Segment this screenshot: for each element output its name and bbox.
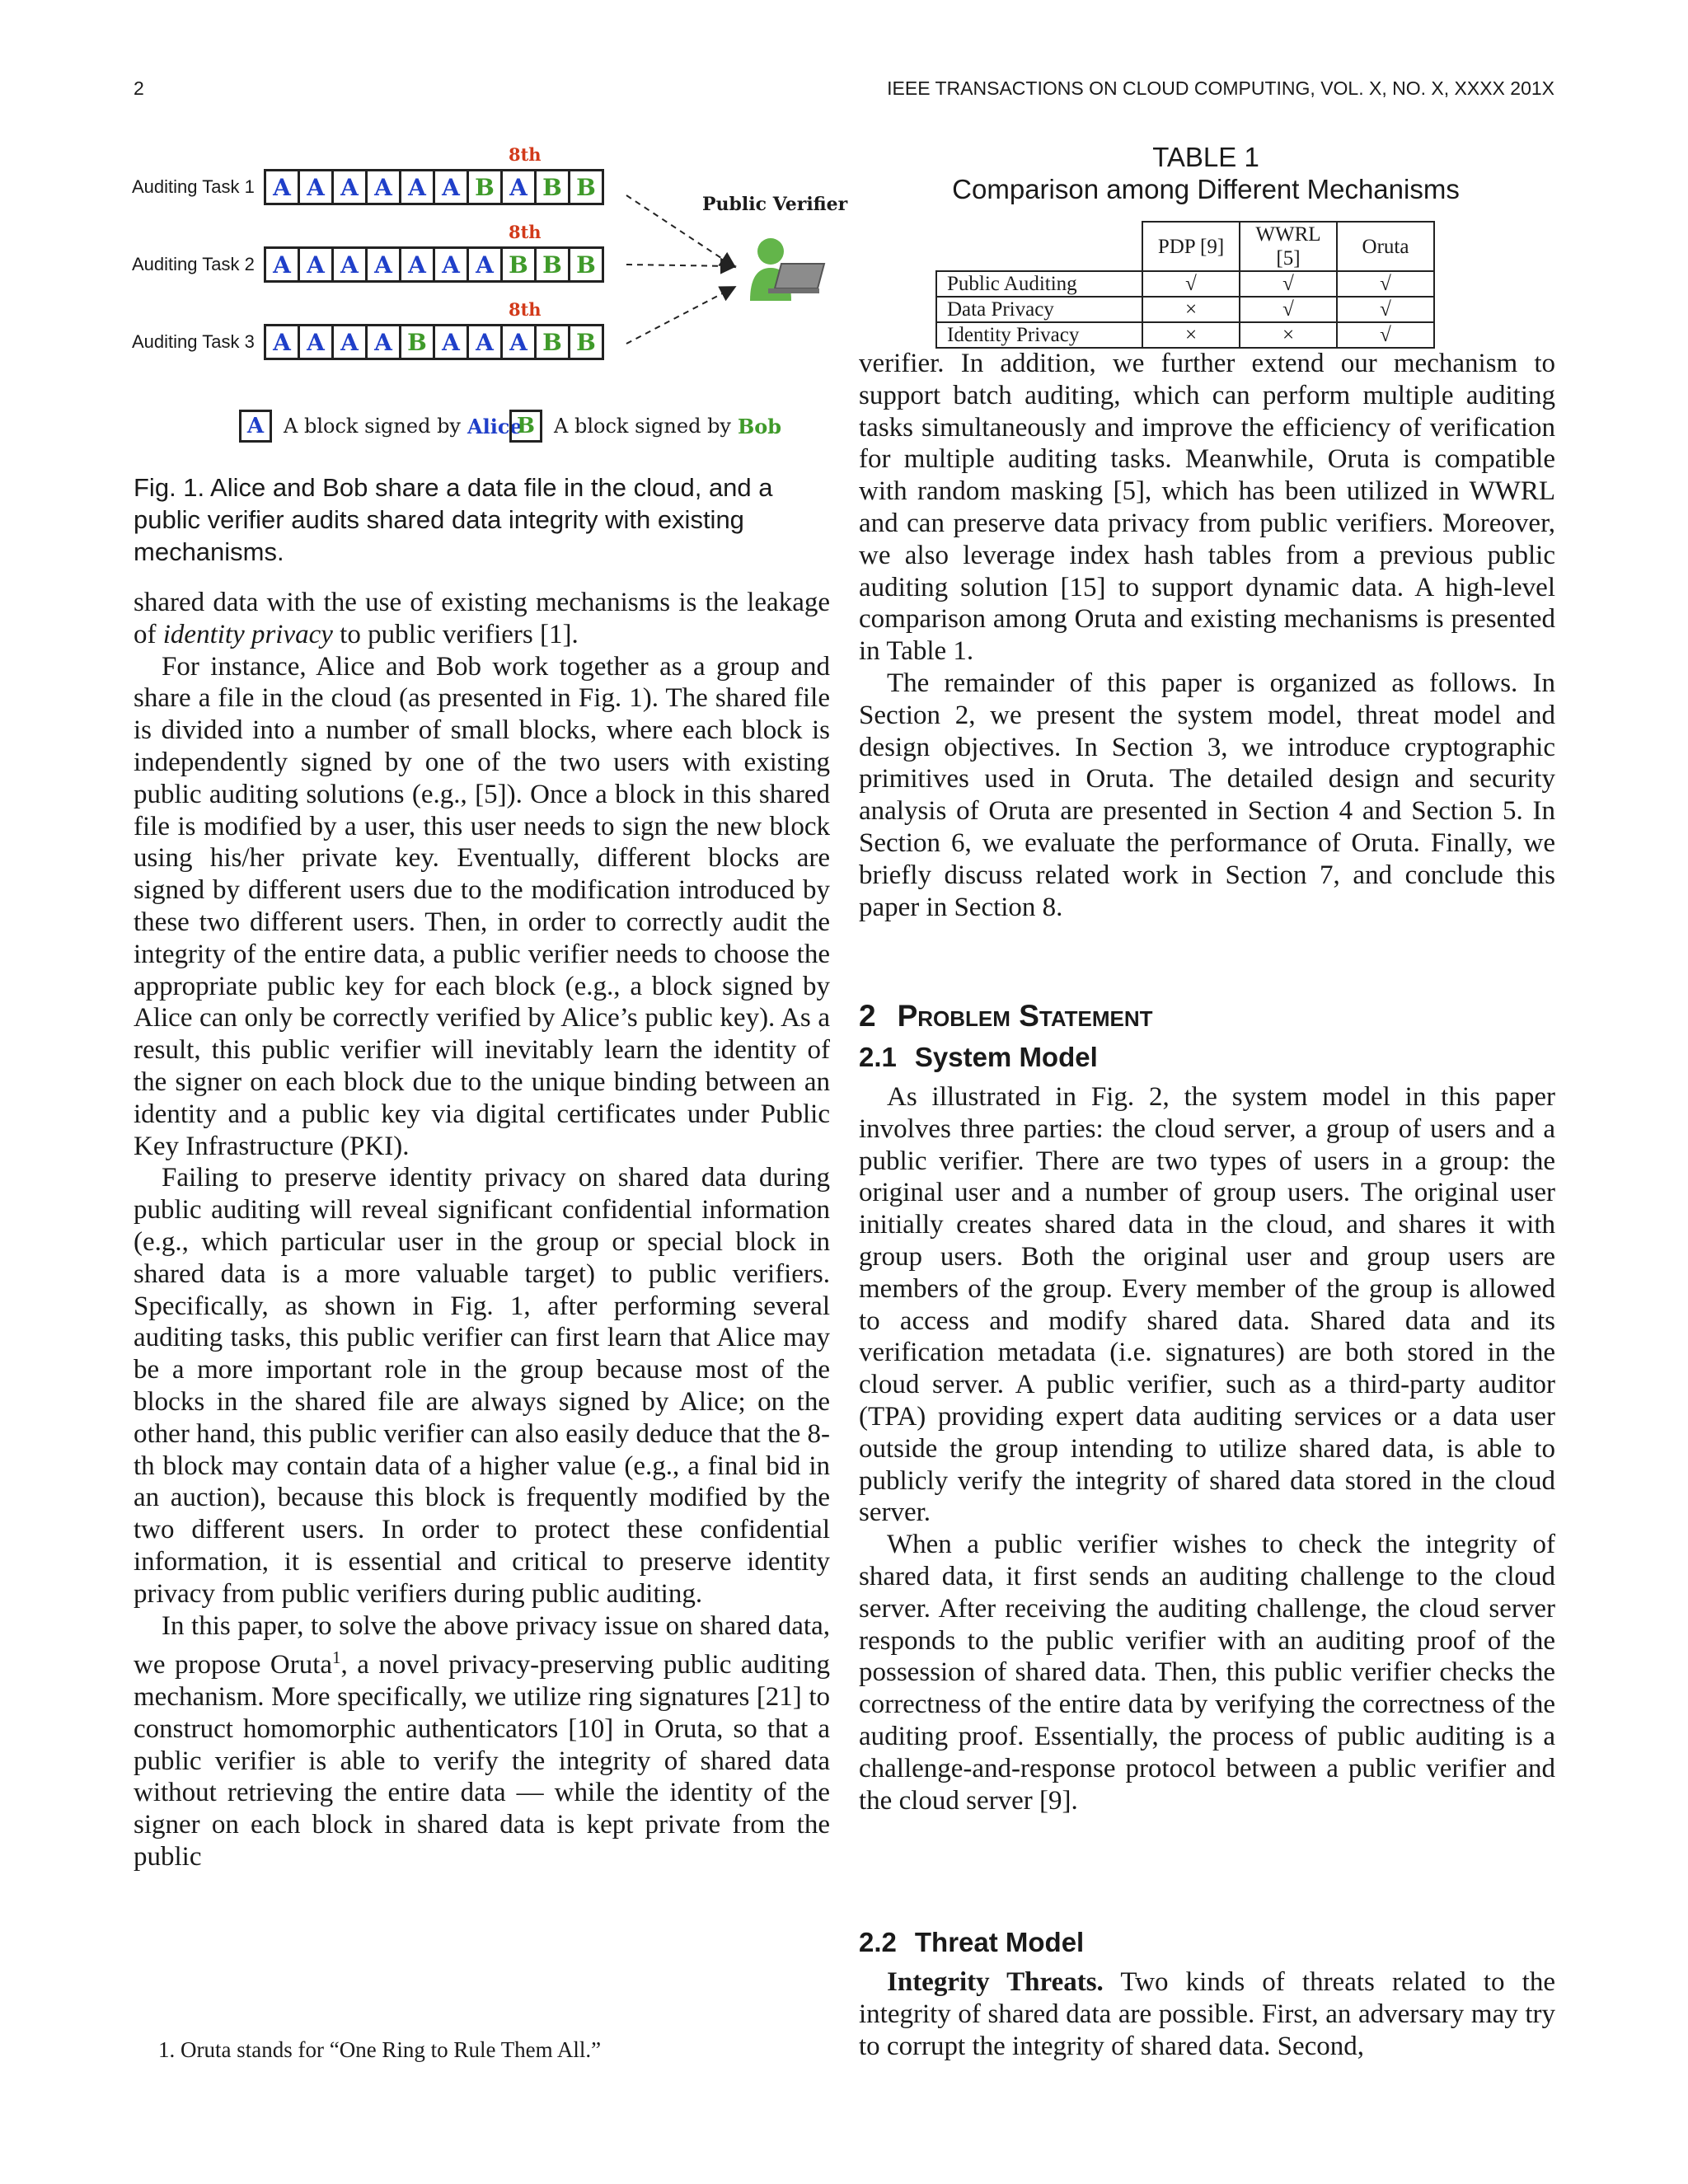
text-run: In this paper, to solve the above privacy issue on shared data, we propose Oruta bbox=[134, 1610, 830, 1680]
block-signed-bob: B bbox=[503, 249, 537, 280]
table-cell: × bbox=[1142, 297, 1240, 322]
subsection-heading bbox=[859, 1927, 1084, 1958]
block-signed-alice: A bbox=[401, 249, 435, 280]
running-header: IEEE TRANSACTIONS ON CLOUD COMPUTING, VOL. X, NO. X, XXXX 201X bbox=[887, 77, 1554, 99]
block-signed-alice: A bbox=[435, 326, 469, 358]
block-signed-alice: A bbox=[300, 171, 334, 203]
table-cell: √ bbox=[1240, 271, 1337, 297]
table-cell: √ bbox=[1337, 322, 1434, 348]
block-signed-alice: A bbox=[368, 249, 401, 280]
text-run: , a novel privacy-preserving public auditing mechanism. More specifically, we utilize ring signatures [21] to construct homomorphic authenticators [10] in Oruta, so that a public verifier is able to verify the integrity of shared data without retrieving the entire data — while the identity of the signer on each block in shared data is kept private from the public bbox=[134, 1650, 830, 1872]
eighth-label-1: 8th bbox=[509, 144, 542, 165]
subsection-number: 2.2 bbox=[859, 1927, 897, 1957]
paragraph: As illustrated in Fig. 2, the system model in this paper involves three parties: the cloud server, a group of users and a public verifier. There are two types of users in a group: the original user and a number of group users. The original user initially creates shared data in the cloud, and shares it with group users. Both the original user and group users are members of the group. Every member of the group is allowed to access and modify shared data. Shared data and its verification metadata (i.e. signatures) are both stored in the cloud server. A public verifier, such as a third-party auditor (TPA) providing expert data auditing services or a data user outside the group intending to utilize shared data, is able to publicly verify the integrity of shared data stored in the cloud server. bbox=[859, 1082, 1555, 1528]
table-corner bbox=[936, 222, 1142, 271]
legend-box-b: B bbox=[509, 410, 542, 443]
column-header: Oruta bbox=[1337, 222, 1434, 271]
italic-term: identity privacy bbox=[162, 619, 333, 649]
table-header-row bbox=[936, 222, 1434, 271]
text-run: shared data with the use of existing mechanisms is the leakage of bbox=[134, 588, 830, 649]
text-run: to public verifiers [1]. bbox=[332, 619, 579, 649]
text-run: Two kinds of threats related to the integrity of shared data are possible. First, an adversary may try to corrupt the integrity of shared data. Second, bbox=[859, 1967, 1555, 2061]
legend-alice bbox=[239, 410, 523, 443]
paragraph bbox=[134, 1610, 830, 1873]
figure-1 bbox=[132, 136, 857, 449]
public-verifier-icon bbox=[750, 238, 824, 301]
table-row bbox=[936, 322, 1434, 348]
block-signed-alice: A bbox=[300, 326, 334, 358]
footnote-marker: 1 bbox=[332, 1647, 341, 1668]
block-signed-bob: B bbox=[401, 326, 435, 358]
legend-name-alice: Alice bbox=[467, 414, 523, 438]
subsection-title: Threat Model bbox=[914, 1927, 1085, 1957]
paragraph: Failing to preserve identity privacy on shared data during public auditing will reveal significant confidential information (e.g., which particular user in the group or special block in shared data is a more valuable target) to public verifiers. Specifically, as shown in Fig. 1, after performing several auditing tasks, this public verifier can first learn that Alice may be a more important role in the group because most of the blocks in the shared file are always signed by Alice; on the other hand, this public verifier can also easily deduce that the 8-th block may contain data of a higher value (e.g., a final bid in an auction), because this block is frequently modified by the two different users. In order to protect these confidential information, it is essential and critical to preserve identity privacy from public verifiers during public auditing. bbox=[134, 1163, 830, 1609]
block-signed-alice: A bbox=[368, 326, 401, 358]
table-cell: √ bbox=[1142, 271, 1240, 297]
public-verifier-label: Public Verifier bbox=[702, 194, 848, 215]
table-cell: × bbox=[1240, 322, 1337, 348]
arrow-task-3 bbox=[626, 288, 734, 344]
block-signed-bob: B bbox=[576, 328, 596, 356]
paragraph: verifier. In addition, we further extend our mechanism to support batch auditing, which can perform multiple auditing tasks simultaneously and improve the efficiency of verification for multiple auditing tasks. Meanwhile, Oruta is compatible with random masking [5], which has been utilized in WWRL and can preserve data privacy from public verifiers. Moreover, we also leverage index hash tables from a previous public auditing solution [15] to support dynamic data. A high-level comparison among Oruta and existing mechanisms is presented in Table 1. bbox=[859, 349, 1555, 667]
column-header: WWRL [5] bbox=[1240, 222, 1337, 271]
block-signed-alice: A bbox=[334, 171, 368, 203]
block-signed-alice: A bbox=[266, 249, 300, 280]
right-column-threat-model bbox=[859, 1966, 1555, 2062]
footnote: 1. Oruta stands for “One Ring to Rule Them All.” bbox=[158, 2037, 602, 2062]
block-signed-alice: A bbox=[503, 326, 537, 358]
table-cell: √ bbox=[1337, 297, 1434, 322]
figure-caption: Fig. 1. Alice and Bob share a data file in the cloud, and a public verifier audits shared data integrity with existing mechanisms. bbox=[134, 473, 773, 566]
block-signed-alice: A bbox=[300, 249, 334, 280]
block-signed-bob: B bbox=[576, 251, 596, 279]
legend-text-b: A block signed by bbox=[554, 415, 731, 438]
table-row bbox=[936, 297, 1434, 322]
block-signed-alice: A bbox=[368, 171, 401, 203]
table-title: TABLE 1 bbox=[1152, 142, 1259, 172]
right-column-system-model bbox=[859, 1081, 1555, 1816]
block-signed-alice: A bbox=[469, 249, 503, 280]
block-signed-alice: A bbox=[266, 171, 300, 203]
section-title: Problem Statement bbox=[897, 999, 1153, 1033]
block-signed-alice: A bbox=[435, 171, 469, 203]
comparison-table bbox=[935, 221, 1435, 349]
block-signed-bob: B bbox=[537, 326, 570, 358]
legend-bob bbox=[509, 410, 781, 443]
block-signed-alice: A bbox=[503, 171, 537, 203]
block-signed-alice: A bbox=[401, 171, 435, 203]
block-signed-alice: A bbox=[469, 326, 503, 358]
legend-text-a: A block signed by bbox=[284, 415, 461, 438]
row-header: Data Privacy bbox=[936, 297, 1142, 322]
task-label: Auditing Task 1 bbox=[132, 176, 255, 197]
block-signed-alice: A bbox=[334, 249, 368, 280]
paragraph: The remainder of this paper is organized as follows. In Section 2, we present the system model, threat model and design objectives. In Section 3, we introduce cryptographic primitives used in Oruta. The detailed design and security analysis of Oruta are presented in Section 4 and Section 5. In Section 6, we evaluate the performance of Oruta. Finally, we briefly discuss related work in Section 7, and conclude this paper in Section 8. bbox=[859, 668, 1555, 922]
table-cell: × bbox=[1142, 322, 1240, 348]
right-column-intro bbox=[859, 348, 1555, 923]
block-signed-bob: B bbox=[537, 171, 570, 203]
column-header: PDP [9] bbox=[1142, 222, 1240, 271]
block-signed-bob: B bbox=[576, 173, 596, 201]
figure-arrows bbox=[132, 136, 857, 383]
paragraph bbox=[134, 587, 830, 651]
task-label: Auditing Task 2 bbox=[132, 254, 255, 274]
paragraph: When a public verifier wishes to check the integrity of shared data, it first sends an auditing challenge to the cloud server. After receiving the auditing challenge, the cloud server responds to the public verifier with an auditing proof of the possession of shared data. Then, this public verifier checks the correctness of the entire data by verifying the correctness of the auditing proof. Essentially, the process of public auditing is a challenge-and-response protocol between a public verifier and the cloud server [9]. bbox=[859, 1530, 1555, 1816]
table-cell: √ bbox=[1240, 297, 1337, 322]
block-signed-alice: A bbox=[266, 326, 300, 358]
section-number: 2 bbox=[859, 999, 876, 1033]
legend-name-bob: Bob bbox=[738, 414, 782, 438]
bold-term: Integrity Threats. bbox=[887, 1967, 1104, 1997]
block-signed-bob: B bbox=[469, 171, 503, 203]
page-number: 2 bbox=[134, 77, 144, 99]
table-row bbox=[936, 271, 1434, 297]
block-signed-alice: A bbox=[334, 326, 368, 358]
row-header: Identity Privacy bbox=[936, 322, 1142, 348]
block-signed-bob: B bbox=[537, 249, 570, 280]
row-header: Public Auditing bbox=[936, 271, 1142, 297]
arrow-task-2 bbox=[626, 265, 734, 266]
table-cell: √ bbox=[1337, 271, 1434, 297]
task-label: Auditing Task 3 bbox=[132, 331, 255, 352]
left-column bbox=[134, 587, 830, 1873]
table-subtitle: Comparison among Different Mechanisms bbox=[952, 174, 1460, 204]
eighth-label-3: 8th bbox=[509, 299, 542, 320]
subsection-title: System Model bbox=[914, 1042, 1098, 1072]
legend-box-a: A bbox=[239, 410, 272, 443]
section-heading bbox=[859, 999, 1153, 1033]
subsection-number: 2.1 bbox=[859, 1042, 897, 1072]
block-signed-alice: A bbox=[435, 249, 469, 280]
subsection-heading bbox=[859, 1042, 1098, 1073]
eighth-label-2: 8th bbox=[509, 222, 542, 242]
paragraph bbox=[859, 1966, 1555, 2062]
paragraph: For instance, Alice and Bob work together as a group and share a file in the cloud (as presented in Fig. 1). The shared file is divided into a number of small blocks, where each block is independently signed by one of the two users with existing public auditing solutions (e.g., [5]). Once a block in this shared file is modified by a user, this user needs to sign the new block using his/her private key. Eventually, different blocks are signed by different users due to the modification introduced by these two different users. Then, in order to correctly audit the integrity of the entire data, a public verifier needs to choose the appropriate public key for each block (e.g., a block signed by Alice can only be correctly verified by Alice’s public key). As a result, this public verifier will inevitably learn the identity of the signer on each block due to the unique binding between an identity and a public key via digital certificates under Public Key Infrastructure (PKI). bbox=[134, 651, 830, 1161]
